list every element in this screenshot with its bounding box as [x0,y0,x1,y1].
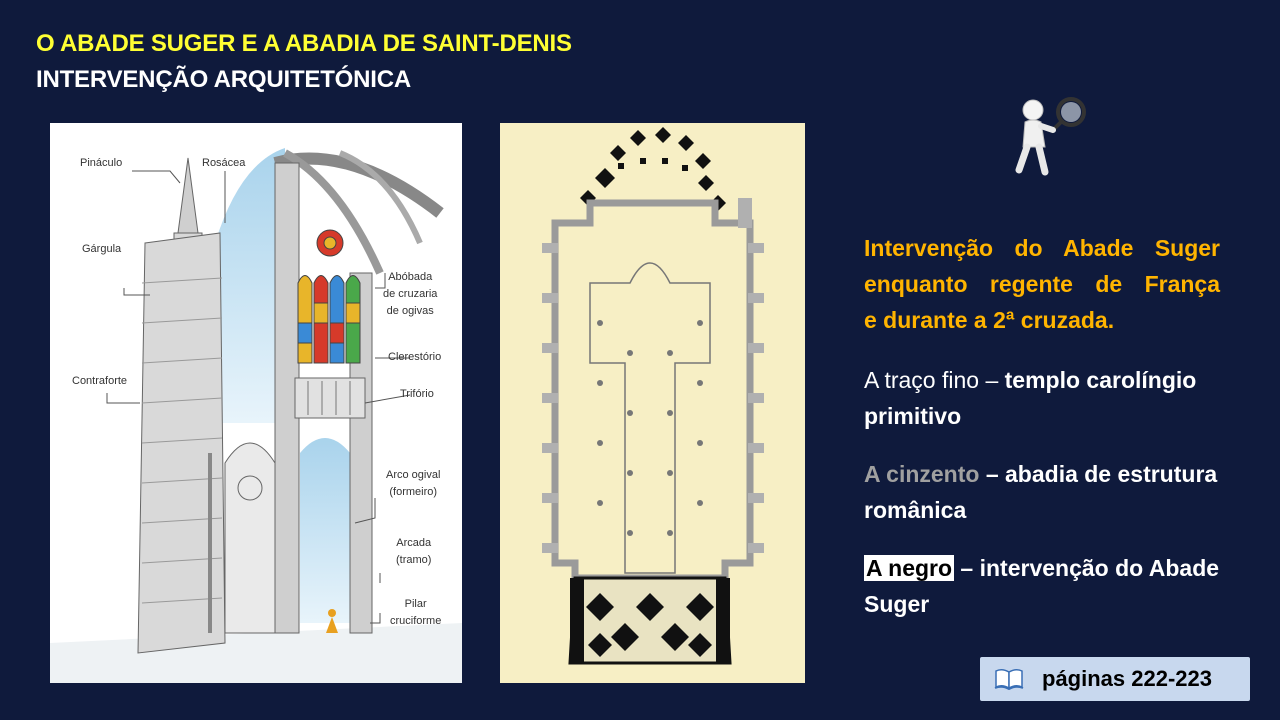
label-rosacea: Rosácea [202,157,246,169]
legend-grey [864,456,1220,528]
floor-plan-drawing [500,123,805,683]
legend-thin-line [864,362,1220,434]
legend-grey-label: A cinzento [864,461,980,487]
label-triforio: Trifório [400,388,434,400]
label-arco-ogival: Arco ogival (formeiro) [386,469,441,498]
slide-subtitle: INTERVENÇÃO ARQUITETÓNICA [36,66,412,93]
legend-thin-bold: templo carolíngio primitivo [864,367,1197,429]
magnifier-person-icon [1005,92,1090,177]
slide-title: O ABADE SUGER E A ABADIA DE SAINT-DENIS [36,30,572,57]
legend-thin-prefix: A traço fino – [864,367,1005,393]
label-arcada: Arcada (tramo) [396,537,432,566]
legend-black-label: A negro [866,555,953,581]
cathedral-section-diagram [50,123,462,683]
label-gargula: Gárgula [82,243,122,255]
label-clerestorio: Clerestório [388,351,442,363]
label-abobada: Abóbada de cruzaria de ogivas [383,271,438,317]
intro-line-1: Intervenção do Abade Suger [864,235,1220,261]
legend-black [864,550,1220,622]
pages-label: páginas 222-223 [1042,666,1212,691]
legend-grey-rest: – abadia de estrutura românica [864,461,1218,523]
legend-black-rest: – intervenção do Abade Suger [864,555,1220,617]
intro-text [864,230,1220,338]
intro-line-2: enquanto regente de França [864,271,1220,297]
pages-reference [980,657,1250,701]
label-pilar: Pilar cruciforme [390,598,442,627]
label-contraforte: Contraforte [72,375,128,387]
floor-plan-image [500,123,805,683]
book-icon [994,668,1024,690]
intro-line-3: e durante a 2ª cruzada. [864,307,1115,333]
label-pinaculo: Pináculo [80,157,123,169]
